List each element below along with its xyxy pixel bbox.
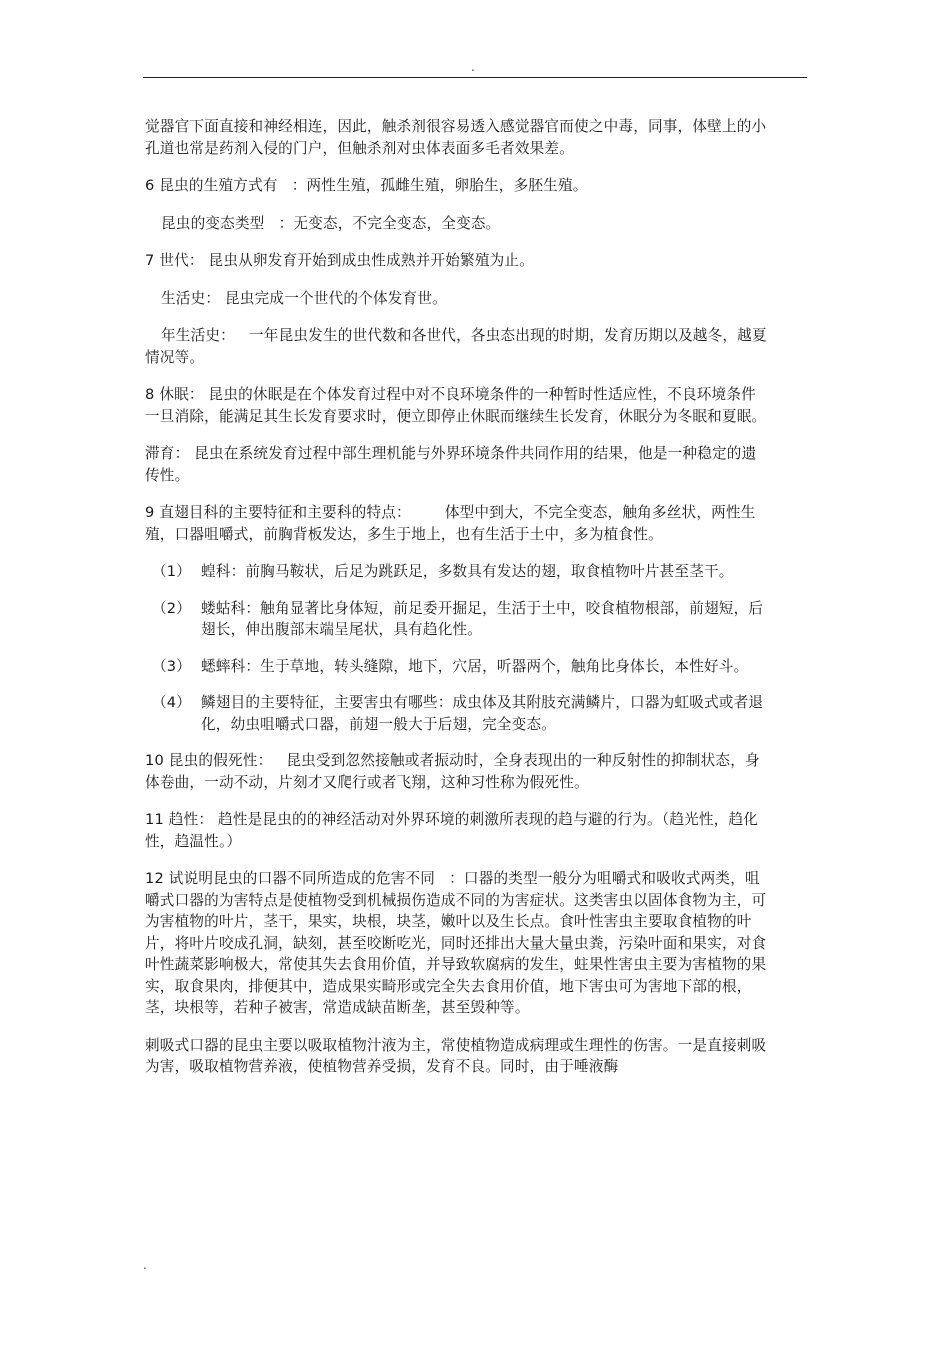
list-item <box>145 692 770 735</box>
definition-mouthparts: ：口器的类型一般分为咀嚼式和吸收式两类，咀嚼式口器的为害特点是使植物受到机械损伤造成不同的为害症状。这类害虫以固体食物为主，可为害植物的叶片，茎干，果实，块根，块茎，嫩叶以及生长点。食叶性害虫主要取食植物的叶片，将叶片咬成孔洞，缺刻，甚至咬断吃光，同时还排出大量大量虫粪，污染叶面和果实，对食叶性蔬菜影响极大，常使其失去食用价值，并导致软腐病的发生，蛀果性害虫主要为害植物的果实，取食果肉，排便其中，造成果实畸形或完全失去食用价值，地下害虫可为害地下部的根，茎，块根等，若种子被害，常造成缺苗断垄，甚至毁种等。 <box>145 870 767 1016</box>
term-annual-life-history: 年生活史： <box>161 327 235 344</box>
footer-mark: . <box>143 1258 147 1272</box>
term-mouthparts: 12 试说明昆虫的口器不同所造成的危害不同 <box>145 870 436 887</box>
paragraph-life-history: 生活史： 昆虫完成一个世代的个体发育世。 <box>161 289 447 307</box>
paragraph-annual-life-history <box>145 325 770 368</box>
list-item <box>145 598 770 641</box>
definition-thanatosis: 昆虫受到忽然接触或者振动时，全身表现出的一种反射性的抑制状态，身体卷曲，一动不动，片刻才又爬行或者飞翔，这种习性称为假死性。 <box>145 752 760 791</box>
list-text: 鳞翅目的主要特征，主要害虫有哪些：成虫体及其附肢充满鳞片，口器为虹吸式或者退化，幼虫咀嚼式口器，前翅一般大于后翅，完全变态。 <box>201 694 764 733</box>
list-item <box>145 656 770 678</box>
term-reproduction: 6 昆虫的生殖方式有 <box>145 177 278 194</box>
list-text: 蟋蟀科：生于草地，转头缝隙，地下，穴居，听器两个，触角比身体长，本性好斗。 <box>201 657 749 675</box>
list-number: （3） <box>152 657 192 675</box>
paragraph-reproduction <box>145 175 770 197</box>
definition-orthoptera: 体型中到大，不完全变态，触角多丝状，两性生殖，口器咀嚼式，前胸背板发达，多生于地上，也有生活于土中，多为植食性。 <box>145 504 756 543</box>
definition-annual-life-history: 一年昆虫发生的世代数和各世代，各虫态出现的时期，发育历期以及越冬，越夏情况等。 <box>145 327 767 366</box>
paragraph-diapause: 滞育： 昆虫在系统发育过程中部生理机能与外界环境条件共同作用的结果，他是一种稳定的遗传性。 <box>145 445 757 484</box>
list-text: 蝗科：前胸马鞍状，后足为跳跃足，多数具有发达的翅，取食植物叶片甚至茎干。 <box>201 563 734 580</box>
paragraph-dormancy: 8 休眠： 昆虫的休眠是在个体发育过程中对不良环境条件的一种暂时性适应性，不良环境条件一旦消除，能满足其生长发育要求时，便立即停止休眠而继续生长发育，休眠分为冬眠和夏眠。 <box>145 386 767 425</box>
definition-reproduction: ：两性生殖，孤雌生殖，卵胎生，多胚生殖。 <box>291 177 588 194</box>
paragraph-generation: 7 世代： 昆虫从卵发育开始到成虫性成熟并开始繁殖为止。 <box>145 252 535 269</box>
header-mark: . <box>471 60 475 74</box>
definition-metamorphosis: ：无变态，不完全变态，全变态。 <box>278 214 501 232</box>
list-number: （4） <box>152 694 192 711</box>
paragraph-piercing-sucking: 刺吸式口器的昆虫主要以吸取植物汁液为主，常使植物造成病理或生理性的伤害。一是直接刺吸为害，吸取植物营养液，使植物营养受损，发育不良。同时，由于唾液酶 <box>145 1036 767 1075</box>
paragraph-thanatosis <box>145 750 770 793</box>
paragraph-contact-poison: 觉器官下面直接和神经相连，因此，触杀剂很容易透入感觉器官而使之中毒，同事，体壁上的小孔道也常是药剂入侵的门户，但触杀剂对虫体表面多毛者效果差。 <box>145 118 767 157</box>
document-body <box>145 116 770 1094</box>
list-number: （1） <box>152 563 192 580</box>
list-number: （2） <box>152 599 192 617</box>
term-thanatosis: 10 昆虫的假死性： <box>145 752 273 769</box>
paragraph-orthoptera <box>145 502 770 545</box>
list-item <box>145 561 770 583</box>
header-rule <box>143 77 807 78</box>
paragraph-mouthparts <box>145 868 770 1019</box>
paragraph-taxis: 11 趋性： 趋性是昆虫的的神经活动对外界环境的刺激所表现的趋与避的行为。（趋光性，趋化性，趋温性。） <box>145 811 759 850</box>
term-metamorphosis: 昆虫的变态类型 <box>161 214 265 232</box>
term-orthoptera: 9 直翅目科的主要特征和主要科的特点： <box>145 504 411 521</box>
list-text: 蝼蛄科：触角显著比身体短，前足委开掘足，生活于土中，咬食植物根部，前翅短，后翅长，伸出腹部末端呈尾状，具有趋化性。 <box>201 599 764 638</box>
paragraph-metamorphosis <box>145 213 770 235</box>
